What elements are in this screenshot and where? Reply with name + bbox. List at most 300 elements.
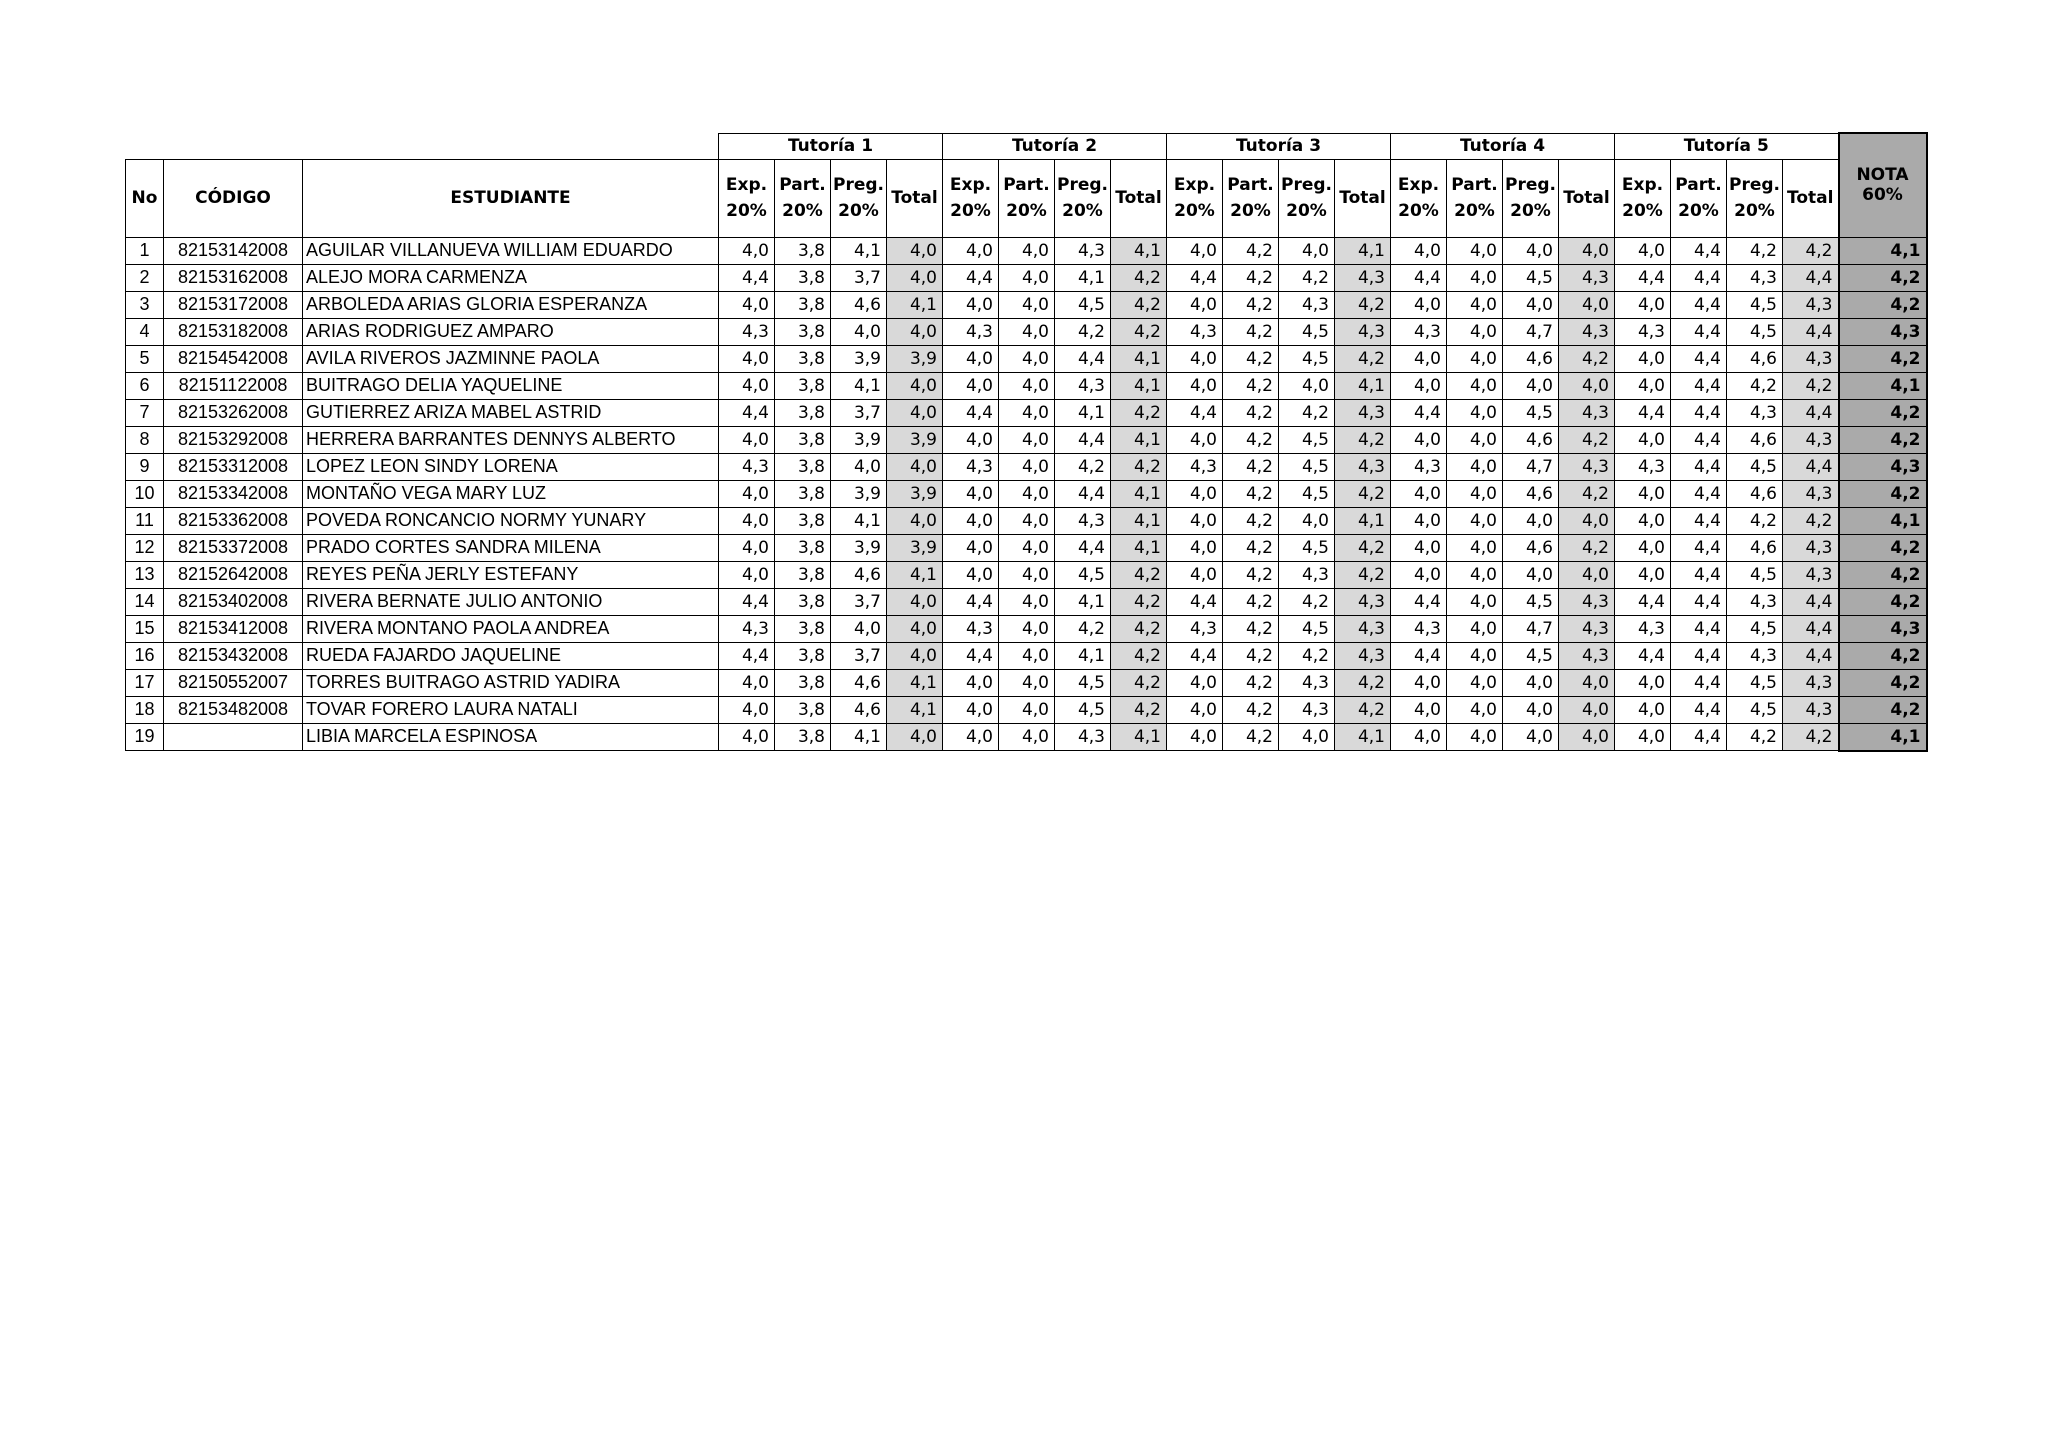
tutoria-5-preg-cell: 4,3: [1727, 642, 1783, 669]
tutoria-5-part-cell: 4,4: [1671, 534, 1727, 561]
student-code: 82153172008: [164, 291, 303, 318]
tutoria-4-total-cell: 4,0: [1559, 372, 1615, 399]
tutoria-5-total-cell: 4,3: [1783, 561, 1839, 588]
tutoria-5-part-cell: 4,4: [1671, 561, 1727, 588]
tutoria-3-preg-cell: 4,5: [1279, 318, 1335, 345]
tutoria-4-total-cell: 4,0: [1559, 723, 1615, 751]
tutoria-4-preg-cell: 4,0: [1503, 723, 1559, 751]
tutoria-5-total-cell: 4,3: [1783, 291, 1839, 318]
tutoria-2-preg-cell: 4,5: [1055, 696, 1111, 723]
tutoria-5-part-cell: 4,4: [1671, 345, 1727, 372]
tutoria-4-total-cell: 4,0: [1559, 291, 1615, 318]
table-row: [126, 318, 1927, 345]
tutoria-5-total-cell: 4,3: [1783, 669, 1839, 696]
tutoria-5-preg-cell: 4,6: [1727, 345, 1783, 372]
tutoria-4-exp-cell: 4,3: [1391, 318, 1447, 345]
student-name: ARIAS RODRIGUEZ AMPARO: [303, 318, 719, 345]
tutoria-5-total-cell: 4,4: [1783, 588, 1839, 615]
tutoria-4-exp-cell: 4,0: [1391, 561, 1447, 588]
student-name: RIVERA MONTANO PAOLA ANDREA: [303, 615, 719, 642]
tutoria-2-part-cell: 4,0: [999, 642, 1055, 669]
tutoria-1-preg-cell: 4,6: [831, 696, 887, 723]
tutoria-4-exp-cell: 4,0: [1391, 507, 1447, 534]
grades-sheet: [125, 132, 1928, 752]
tutoria-4-preg-cell: 4,7: [1503, 453, 1559, 480]
tutoria-2-preg-cell: 4,4: [1055, 426, 1111, 453]
row-number: 7: [126, 399, 164, 426]
preg-percent: 20%: [1510, 201, 1551, 221]
tutoria-3-total-cell: 4,2: [1335, 669, 1391, 696]
tutoria-2-total-cell: 4,2: [1111, 561, 1167, 588]
tutoria-4-preg-header: [1503, 159, 1559, 237]
tutoria-3-total-cell: 4,3: [1335, 588, 1391, 615]
tutoria-5-preg-cell: 4,2: [1727, 723, 1783, 751]
tutoria-4-preg-cell: 4,0: [1503, 696, 1559, 723]
tutoria-4-preg-cell: 4,0: [1503, 669, 1559, 696]
tutoria-1-preg-cell: 4,6: [831, 561, 887, 588]
student-code: 82153182008: [164, 318, 303, 345]
tutoria-3-exp-cell: 4,3: [1167, 453, 1223, 480]
tutoria-5-part-cell: 4,4: [1671, 372, 1727, 399]
tutoria-1-part-cell: 3,8: [775, 723, 831, 751]
tutoria-4-part-cell: 4,0: [1447, 480, 1503, 507]
tutoria-5-part-cell: 4,4: [1671, 588, 1727, 615]
tutoria-4-exp-cell: 4,0: [1391, 696, 1447, 723]
tutoria-2-part-cell: 4,0: [999, 696, 1055, 723]
student-name: GUTIERREZ ARIZA MABEL ASTRID: [303, 399, 719, 426]
tutoria-3-part-cell: 4,2: [1223, 318, 1279, 345]
nota-label: NOTA: [1856, 165, 1909, 186]
tutoria-4-total-cell: 4,3: [1559, 264, 1615, 291]
tutoria-2-total-cell: 4,1: [1111, 237, 1167, 264]
nota-cell: 4,1: [1839, 723, 1927, 751]
tutoria-3-preg-cell: 4,2: [1279, 399, 1335, 426]
tutoria-5-preg-cell: 4,5: [1727, 318, 1783, 345]
table-header: [126, 133, 1927, 237]
tutoria-2-total-cell: 4,2: [1111, 264, 1167, 291]
tutoria-5-part-cell: 4,4: [1671, 426, 1727, 453]
table-row: [126, 588, 1927, 615]
tutoria-1-total-cell: 4,0: [887, 372, 943, 399]
tutoria-2-total-cell: 4,1: [1111, 723, 1167, 751]
tutoria-4-preg-cell: 4,5: [1503, 264, 1559, 291]
tutoria-4-exp-cell: 4,3: [1391, 615, 1447, 642]
tutoria-3-preg-cell: 4,3: [1279, 696, 1335, 723]
tutoria-3-total-cell: 4,1: [1335, 507, 1391, 534]
tutoria-3-total-cell: 4,1: [1335, 372, 1391, 399]
exp-percent: 20%: [726, 201, 767, 221]
no-header: No: [126, 159, 164, 237]
tutoria-2-preg-cell: 4,2: [1055, 318, 1111, 345]
tutoria-3-part-header: [1223, 159, 1279, 237]
tutoria-4-total-cell: 4,0: [1559, 696, 1615, 723]
part-label: Part.: [1451, 175, 1498, 195]
tutoria-1-total-cell: 4,0: [887, 264, 943, 291]
tutoria-4-total-cell: 4,3: [1559, 399, 1615, 426]
tutoria-4-preg-cell: 4,5: [1503, 399, 1559, 426]
tutoria-3-preg-cell: 4,5: [1279, 426, 1335, 453]
tutoria-4-total-cell: 4,0: [1559, 669, 1615, 696]
tutoria-3-part-cell: 4,2: [1223, 264, 1279, 291]
tutoria-5-exp-cell: 4,3: [1615, 318, 1671, 345]
tutoria-5-part-header: [1671, 159, 1727, 237]
tutoria-3-part-cell: 4,2: [1223, 291, 1279, 318]
row-number: 8: [126, 426, 164, 453]
tutoria-3-total-cell: 4,3: [1335, 642, 1391, 669]
nota-cell: 4,2: [1839, 480, 1927, 507]
grades-table: [125, 132, 1928, 752]
tutoria-3-exp-cell: 4,0: [1167, 723, 1223, 751]
tutoria-1-exp-cell: 4,0: [719, 561, 775, 588]
student-name: RIVERA BERNATE JULIO ANTONIO: [303, 588, 719, 615]
tutoria-4-part-cell: 4,0: [1447, 723, 1503, 751]
tutoria-3-exp-cell: 4,0: [1167, 345, 1223, 372]
tutoria-2-exp-cell: 4,3: [943, 453, 999, 480]
tutoria-3-preg-cell: 4,0: [1279, 723, 1335, 751]
table-row: [126, 426, 1927, 453]
tutoria-1-preg-cell: 4,0: [831, 318, 887, 345]
nota-header: [1839, 133, 1927, 237]
tutoria-3-preg-cell: 4,0: [1279, 507, 1335, 534]
table-row: [126, 696, 1927, 723]
exp-label: Exp.: [1397, 175, 1440, 195]
tutoria-1-total-cell: 4,0: [887, 588, 943, 615]
preg-percent: 20%: [1286, 201, 1327, 221]
tutoria-5-total-cell: 4,4: [1783, 615, 1839, 642]
tutoria-2-part-cell: 4,0: [999, 669, 1055, 696]
part-percent: 20%: [1454, 201, 1495, 221]
nota-cell: 4,2: [1839, 696, 1927, 723]
row-number: 6: [126, 372, 164, 399]
tutoria-5-preg-cell: 4,3: [1727, 264, 1783, 291]
student-name: LOPEZ LEON SINDY LORENA: [303, 453, 719, 480]
row-number: 19: [126, 723, 164, 751]
tutoria-2-exp-cell: 4,0: [943, 507, 999, 534]
student-name: LIBIA MARCELA ESPINOSA: [303, 723, 719, 751]
tutoria-3-preg-cell: 4,5: [1279, 480, 1335, 507]
tutoria-5-part-cell: 4,4: [1671, 723, 1727, 751]
tutoria-1-part-cell: 3,8: [775, 642, 831, 669]
tutoria-5-total-cell: 4,3: [1783, 480, 1839, 507]
tutoria-1-preg-header: [831, 159, 887, 237]
tutoria-3-header: Tutoría 3: [1167, 133, 1391, 159]
tutoria-4-exp-cell: 4,0: [1391, 426, 1447, 453]
part-percent: 20%: [782, 201, 823, 221]
table-row: [126, 453, 1927, 480]
tutoria-2-total-cell: 4,2: [1111, 696, 1167, 723]
table-row: [126, 264, 1927, 291]
tutoria-2-part-cell: 4,0: [999, 426, 1055, 453]
tutoria-4-total-cell: 4,0: [1559, 561, 1615, 588]
preg-label: Preg.: [833, 175, 884, 195]
tutoria-2-preg-header: [1055, 159, 1111, 237]
tutoria-3-exp-cell: 4,0: [1167, 669, 1223, 696]
exp-label: Exp.: [1173, 175, 1216, 195]
row-number: 10: [126, 480, 164, 507]
student-name: MONTAÑO VEGA MARY LUZ: [303, 480, 719, 507]
row-number: 12: [126, 534, 164, 561]
tutoria-4-exp-cell: 4,4: [1391, 588, 1447, 615]
tutoria-3-preg-cell: 4,3: [1279, 669, 1335, 696]
tutoria-4-part-cell: 4,0: [1447, 669, 1503, 696]
tutoria-4-part-cell: 4,0: [1447, 345, 1503, 372]
tutoria-3-exp-cell: 4,3: [1167, 615, 1223, 642]
tutoria-2-total-cell: 4,1: [1111, 480, 1167, 507]
tutoria-5-preg-cell: 4,6: [1727, 480, 1783, 507]
tutoria-5-total-header: Total: [1783, 159, 1839, 237]
tutoria-2-preg-cell: 4,3: [1055, 723, 1111, 751]
tutoria-5-exp-cell: 4,4: [1615, 399, 1671, 426]
preg-percent: 20%: [1062, 201, 1103, 221]
tutoria-1-total-cell: 3,9: [887, 534, 943, 561]
table-row: [126, 372, 1927, 399]
tutoria-4-exp-cell: 4,0: [1391, 534, 1447, 561]
tutoria-1-part-cell: 3,8: [775, 372, 831, 399]
tutoria-3-exp-cell: 4,0: [1167, 426, 1223, 453]
tutoria-5-exp-cell: 4,0: [1615, 426, 1671, 453]
tutoria-1-exp-cell: 4,0: [719, 507, 775, 534]
table-row: [126, 642, 1927, 669]
student-code: 82153162008: [164, 264, 303, 291]
tutoria-3-total-header: Total: [1335, 159, 1391, 237]
tutoria-5-exp-cell: 4,0: [1615, 291, 1671, 318]
tutoria-2-total-cell: 4,2: [1111, 318, 1167, 345]
tutoria-1-part-cell: 3,8: [775, 426, 831, 453]
tutoria-1-exp-cell: 4,0: [719, 723, 775, 751]
tutoria-4-exp-cell: 4,0: [1391, 345, 1447, 372]
tutoria-3-exp-cell: 4,0: [1167, 372, 1223, 399]
tutoria-3-exp-cell: 4,0: [1167, 696, 1223, 723]
tutoria-1-part-cell: 3,8: [775, 291, 831, 318]
tutoria-5-exp-cell: 4,0: [1615, 237, 1671, 264]
tutoria-2-preg-cell: 4,1: [1055, 642, 1111, 669]
tutoria-5-preg-cell: 4,3: [1727, 588, 1783, 615]
tutoria-2-preg-cell: 4,1: [1055, 399, 1111, 426]
tutoria-3-preg-cell: 4,0: [1279, 237, 1335, 264]
tutoria-5-part-cell: 4,4: [1671, 399, 1727, 426]
tutoria-4-total-cell: 4,0: [1559, 507, 1615, 534]
tutoria-4-preg-cell: 4,7: [1503, 615, 1559, 642]
student-code: 82151122008: [164, 372, 303, 399]
row-number: 13: [126, 561, 164, 588]
tutoria-2-preg-cell: 4,1: [1055, 264, 1111, 291]
tutoria-1-preg-cell: 3,7: [831, 264, 887, 291]
tutoria-4-preg-cell: 4,0: [1503, 372, 1559, 399]
tutoria-3-exp-cell: 4,0: [1167, 561, 1223, 588]
tutoria-1-exp-cell: 4,3: [719, 453, 775, 480]
tutoria-4-part-cell: 4,0: [1447, 534, 1503, 561]
tutoria-4-exp-header: [1391, 159, 1447, 237]
student-code: 82153312008: [164, 453, 303, 480]
tutoria-1-part-cell: 3,8: [775, 561, 831, 588]
tutoria-3-total-cell: 4,2: [1335, 426, 1391, 453]
tutoria-3-total-cell: 4,1: [1335, 237, 1391, 264]
tutoria-3-part-cell: 4,2: [1223, 507, 1279, 534]
student-name: ARBOLEDA ARIAS GLORIA ESPERANZA: [303, 291, 719, 318]
tutoria-1-part-cell: 3,8: [775, 399, 831, 426]
tutoria-5-exp-cell: 4,4: [1615, 588, 1671, 615]
tutoria-2-exp-cell: 4,0: [943, 345, 999, 372]
tutoria-5-total-cell: 4,2: [1783, 237, 1839, 264]
tutoria-1-part-cell: 3,8: [775, 615, 831, 642]
tutoria-1-exp-cell: 4,0: [719, 669, 775, 696]
tutoria-5-exp-cell: 4,0: [1615, 723, 1671, 751]
tutoria-5-exp-cell: 4,0: [1615, 507, 1671, 534]
tutoria-2-total-cell: 4,2: [1111, 588, 1167, 615]
tutoria-3-total-cell: 4,3: [1335, 264, 1391, 291]
tutoria-4-part-cell: 4,0: [1447, 291, 1503, 318]
tutoria-4-preg-cell: 4,0: [1503, 237, 1559, 264]
tutoria-1-total-cell: 4,0: [887, 723, 943, 751]
tutoria-2-total-cell: 4,1: [1111, 345, 1167, 372]
tutoria-4-total-cell: 4,2: [1559, 426, 1615, 453]
codigo-header: CÓDIGO: [164, 159, 303, 237]
tutoria-2-exp-cell: 4,0: [943, 723, 999, 751]
tutoria-5-total-cell: 4,4: [1783, 399, 1839, 426]
tutoria-2-exp-cell: 4,4: [943, 588, 999, 615]
tutoria-3-preg-cell: 4,3: [1279, 291, 1335, 318]
table-row: [126, 399, 1927, 426]
tutoria-2-total-cell: 4,2: [1111, 615, 1167, 642]
tutoria-3-part-cell: 4,2: [1223, 426, 1279, 453]
student-code: 82153142008: [164, 237, 303, 264]
tutoria-5-part-cell: 4,4: [1671, 264, 1727, 291]
tutoria-2-part-header: [999, 159, 1055, 237]
tutoria-3-exp-cell: 4,3: [1167, 318, 1223, 345]
tutoria-1-exp-cell: 4,4: [719, 264, 775, 291]
tutoria-5-exp-cell: 4,3: [1615, 615, 1671, 642]
student-code: 82153372008: [164, 534, 303, 561]
tutoria-3-total-cell: 4,2: [1335, 345, 1391, 372]
tutoria-1-preg-cell: 4,1: [831, 723, 887, 751]
tutoria-1-total-cell: 4,0: [887, 318, 943, 345]
nota-cell: 4,2: [1839, 561, 1927, 588]
tutoria-5-exp-cell: 4,4: [1615, 642, 1671, 669]
tutoria-5-exp-cell: 4,0: [1615, 561, 1671, 588]
table-row: [126, 291, 1927, 318]
tutoria-2-preg-cell: 4,3: [1055, 237, 1111, 264]
nota-cell: 4,3: [1839, 453, 1927, 480]
tutoria-2-part-cell: 4,0: [999, 237, 1055, 264]
student-code: [164, 723, 303, 751]
tutoria-5-total-cell: 4,2: [1783, 507, 1839, 534]
tutoria-5-total-cell: 4,4: [1783, 453, 1839, 480]
exp-label: Exp.: [949, 175, 992, 195]
part-label: Part.: [1227, 175, 1274, 195]
tutoria-3-total-cell: 4,2: [1335, 534, 1391, 561]
student-code: 82150552007: [164, 669, 303, 696]
tutoria-1-preg-cell: 4,1: [831, 372, 887, 399]
tutoria-1-total-cell: 4,0: [887, 237, 943, 264]
tutoria-4-preg-cell: 4,6: [1503, 345, 1559, 372]
nota-cell: 4,3: [1839, 615, 1927, 642]
tutoria-2-exp-cell: 4,0: [943, 426, 999, 453]
tutoria-1-total-cell: 4,1: [887, 669, 943, 696]
tutoria-2-preg-cell: 4,1: [1055, 588, 1111, 615]
tutoria-1-preg-cell: 4,6: [831, 669, 887, 696]
tutoria-3-part-cell: 4,2: [1223, 561, 1279, 588]
nota-cell: 4,1: [1839, 507, 1927, 534]
tutoria-1-exp-cell: 4,3: [719, 615, 775, 642]
exp-label: Exp.: [1621, 175, 1664, 195]
exp-percent: 20%: [1174, 201, 1215, 221]
tutoria-1-total-cell: 4,0: [887, 615, 943, 642]
tutoria-3-part-cell: 4,2: [1223, 615, 1279, 642]
tutoria-4-preg-cell: 4,0: [1503, 561, 1559, 588]
tutoria-1-part-cell: 3,8: [775, 264, 831, 291]
tutoria-2-total-cell: 4,1: [1111, 507, 1167, 534]
tutoria-2-exp-header: [943, 159, 999, 237]
tutoria-1-preg-cell: 4,6: [831, 291, 887, 318]
tutoria-1-exp-cell: 4,0: [719, 696, 775, 723]
tutoria-3-total-cell: 4,3: [1335, 615, 1391, 642]
tutoria-4-total-cell: 4,3: [1559, 453, 1615, 480]
tutoria-2-total-cell: 4,1: [1111, 372, 1167, 399]
tutoria-4-exp-cell: 4,4: [1391, 264, 1447, 291]
tutoria-3-total-cell: 4,1: [1335, 723, 1391, 751]
tutoria-3-exp-cell: 4,0: [1167, 291, 1223, 318]
tutoria-1-total-header: Total: [887, 159, 943, 237]
tutoria-1-exp-cell: 4,4: [719, 399, 775, 426]
tutoria-1-part-cell: 3,8: [775, 318, 831, 345]
tutoria-3-part-cell: 4,2: [1223, 642, 1279, 669]
tutoria-5-preg-cell: 4,5: [1727, 615, 1783, 642]
tutoria-1-exp-cell: 4,0: [719, 372, 775, 399]
tutoria-2-total-header: Total: [1111, 159, 1167, 237]
tutoria-4-part-cell: 4,0: [1447, 453, 1503, 480]
table-row: [126, 480, 1927, 507]
tutoria-4-part-cell: 4,0: [1447, 507, 1503, 534]
tutoria-1-preg-cell: 3,7: [831, 588, 887, 615]
student-name: RUEDA FAJARDO JAQUELINE: [303, 642, 719, 669]
student-code: 82153412008: [164, 615, 303, 642]
student-name: ALEJO MORA CARMENZA: [303, 264, 719, 291]
tutoria-2-part-cell: 4,0: [999, 453, 1055, 480]
tutoria-1-preg-cell: 3,9: [831, 426, 887, 453]
tutoria-2-part-cell: 4,0: [999, 372, 1055, 399]
tutoria-2-preg-cell: 4,5: [1055, 561, 1111, 588]
tutoria-5-exp-cell: 4,0: [1615, 669, 1671, 696]
tutoria-3-part-cell: 4,2: [1223, 372, 1279, 399]
table-row: [126, 669, 1927, 696]
tutoria-3-total-cell: 4,2: [1335, 480, 1391, 507]
table-row: [126, 615, 1927, 642]
tutoria-2-exp-cell: 4,0: [943, 561, 999, 588]
nota-percent: 60%: [1862, 185, 1903, 206]
tutoria-2-exp-cell: 4,0: [943, 669, 999, 696]
tutoria-5-total-cell: 4,3: [1783, 426, 1839, 453]
tutoria-5-preg-cell: 4,3: [1727, 399, 1783, 426]
tutoria-2-header: Tutoría 2: [943, 133, 1167, 159]
tutoria-2-total-cell: 4,2: [1111, 399, 1167, 426]
tutoria-3-exp-cell: 4,0: [1167, 480, 1223, 507]
tutoria-3-total-cell: 4,2: [1335, 561, 1391, 588]
tutoria-1-preg-cell: 3,9: [831, 480, 887, 507]
student-name: AGUILAR VILLANUEVA WILLIAM EDUARDO: [303, 237, 719, 264]
part-label: Part.: [1675, 175, 1722, 195]
tutoria-5-exp-cell: 4,0: [1615, 534, 1671, 561]
tutoria-2-part-cell: 4,0: [999, 507, 1055, 534]
tutoria-4-preg-cell: 4,6: [1503, 426, 1559, 453]
tutoria-2-exp-cell: 4,0: [943, 480, 999, 507]
tutoria-4-part-cell: 4,0: [1447, 399, 1503, 426]
tutoria-2-part-cell: 4,0: [999, 264, 1055, 291]
tutoria-3-total-cell: 4,3: [1335, 453, 1391, 480]
tutoria-1-exp-cell: 4,0: [719, 534, 775, 561]
tutoria-2-preg-cell: 4,5: [1055, 291, 1111, 318]
tutoria-1-part-cell: 3,8: [775, 345, 831, 372]
exp-label: Exp.: [725, 175, 768, 195]
